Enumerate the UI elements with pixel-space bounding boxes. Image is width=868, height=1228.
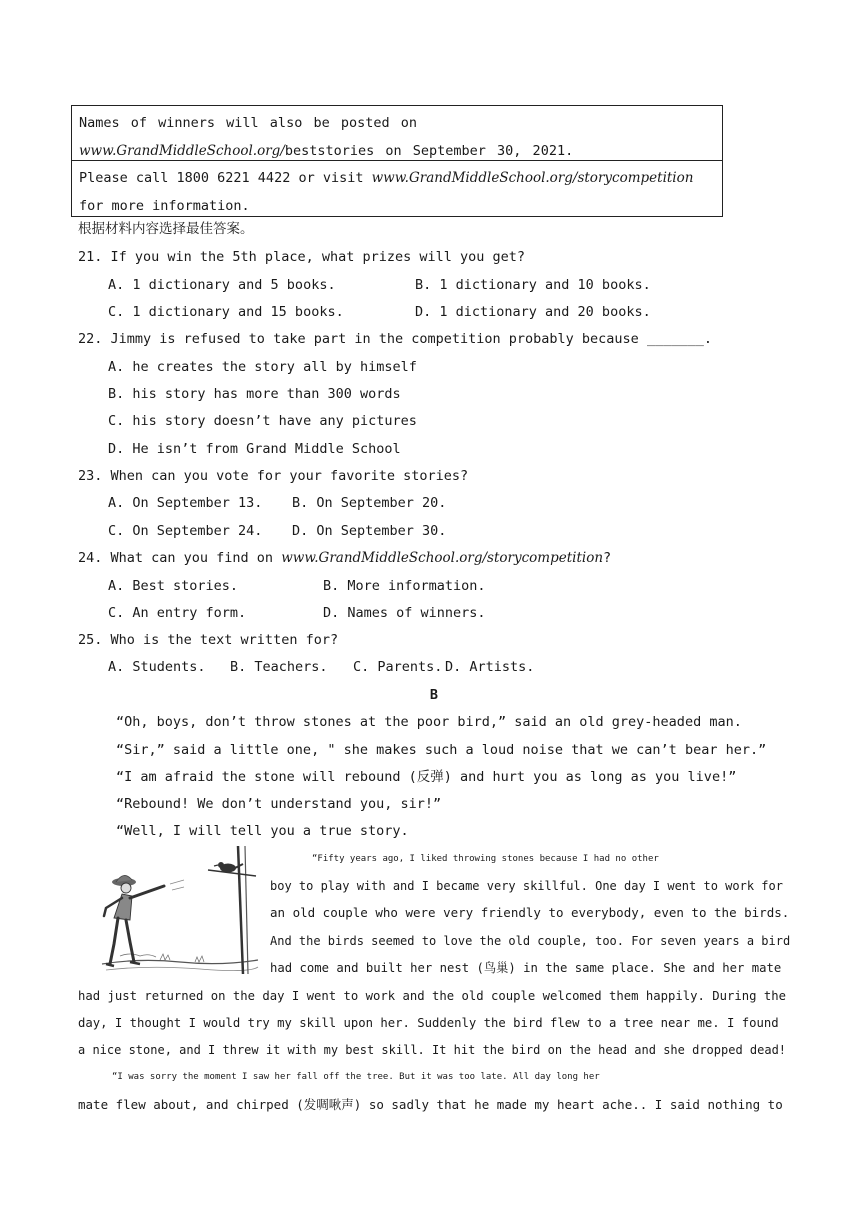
story-line: “Sir,” said a little one, " she makes such a loud noise that we can’t bear her.” (116, 742, 767, 758)
answer-option: A. Students. (108, 659, 206, 675)
answer-option: C. An entry form. (108, 605, 247, 621)
question-stem-text: 24. What can you find on (78, 550, 282, 566)
answer-option: C. On September 24. (108, 523, 263, 539)
answer-option: A. Best stories. (108, 578, 239, 594)
answer-option: B. Teachers. (230, 659, 328, 675)
answer-option: A. he creates the story all by himself (108, 359, 417, 375)
story-line: And the birds seemed to love the old couple, too. For seven years a bird (270, 934, 791, 948)
story-line: “Oh, boys, don’t throw stones at the poor bird,” said an old grey-headed man. (116, 714, 742, 730)
section-heading: B (429, 687, 439, 703)
answer-option: D. He isn’t from Grand Middle School (108, 441, 401, 457)
story-line: “I was sorry the moment I saw her fall off the tree. But it was too late. All day long her (112, 1072, 600, 1082)
answer-option: D. Artists. (445, 659, 535, 675)
story-line: day, I thought I would try my skill upon her. Suddenly the bird flew to a tree near me. I found (78, 1016, 779, 1030)
answer-option: D. On September 30. (292, 523, 447, 539)
story-line: a nice stone, and I threw it with my best skill. It hit the bird on the head and she dropped dead! (78, 1043, 787, 1057)
story-line: boy to play with and I became very skillful. One day I went to work for (270, 879, 783, 893)
story-line: “I am afraid the stone will rebound (反弹) and hurt you as long as you live!” (116, 769, 737, 785)
answer-option: C. his story doesn’t have any pictures (108, 413, 417, 429)
answer-option: A. On September 13. (108, 495, 263, 511)
answer-option: D. 1 dictionary and 20 books. (415, 304, 651, 320)
question-stem: 23. When can you vote for your favorite stories? (78, 468, 469, 484)
notice-url: www.GrandMiddleSchool.org/ (79, 142, 285, 159)
notice-text-part: Please call 1800 6221 4422 or visit (79, 170, 372, 186)
answer-option: C. Parents. (353, 659, 443, 675)
notice-text-part: Names of winners will also be posted on (79, 115, 417, 131)
question-stem (78, 548, 611, 568)
story-line: had just returned on the day I went to work and the old couple welcomed them happily. During the (78, 989, 787, 1003)
story-line: “Rebound! We don’t understand you, sir!” (116, 796, 442, 812)
answer-option: A. 1 dictionary and 5 books. (108, 277, 336, 293)
question-stem: 25. Who is the text written for? (78, 632, 339, 648)
question-stem: 21. If you win the 5th place, what prizes will you get? (78, 249, 526, 265)
story-line: an old couple who were very friendly to everybody, even to the birds. (270, 905, 790, 920)
answer-option: B. his story has more than 300 words (108, 386, 401, 402)
answer-option: B. 1 dictionary and 10 books. (415, 277, 651, 293)
notice-text (79, 165, 716, 220)
story-line: had come and built her nest (鸟巢) in the same place. She and her mate (270, 961, 782, 975)
boy-throwing-stone-illustration (100, 846, 260, 976)
question-stem-text: ? (603, 550, 612, 566)
notice-text (79, 110, 716, 165)
question-stem: 22. Jimmy is refused to take part in the competition probably because _______. (78, 331, 712, 347)
notice-row-contact (71, 160, 723, 217)
answer-option: D. Names of winners. (323, 605, 486, 621)
answer-option: C. 1 dictionary and 15 books. (108, 304, 344, 320)
notice-row-winners (71, 105, 723, 161)
answer-option: B. More information. (323, 578, 486, 594)
answer-option: B. On September 20. (292, 495, 447, 511)
story-line: “Fifty years ago, I liked throwing stones because I had no other (312, 854, 659, 864)
notice-text-part: beststories on September 30, 2021. (284, 142, 574, 159)
question-url: www.GrandMiddleSchool.org/storycompetition (281, 550, 604, 566)
story-line: mate flew about, and chirped (发啁啾声) so sadly that he made my heart ache.. I said nothing to (78, 1097, 783, 1112)
notice-text-part: for more information. (79, 197, 250, 214)
notice-url: www.GrandMiddleSchool.org/storycompetition (371, 170, 694, 186)
story-line: “Well, I will tell you a true story. (116, 823, 409, 839)
instruction: 根据材料内容选择最佳答案。 (78, 221, 254, 237)
